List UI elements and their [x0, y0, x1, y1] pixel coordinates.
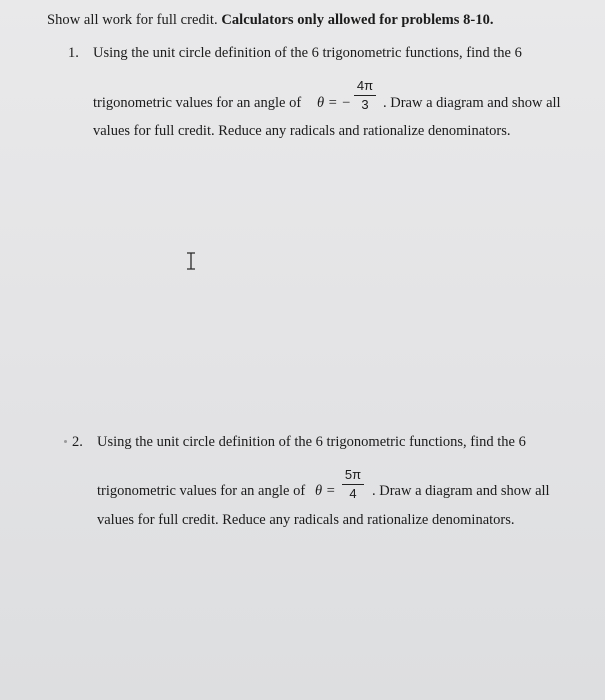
problem-text-after-angle: . Draw a diagram and show all	[372, 483, 550, 499]
instructions	[47, 12, 494, 29]
text-cursor-icon	[186, 252, 196, 270]
problem-number: 1.	[68, 45, 79, 61]
problem-text-line1: Using the unit circle definition of the 6 trigonometric functions, find the 6	[93, 45, 522, 61]
problem-text-line1: Using the unit circle definition of the 6 trigonometric functions, find the 6	[97, 434, 526, 450]
angle-expression: θ =	[315, 483, 336, 499]
problem-text-line2	[97, 483, 305, 500]
problem-text-line3: values for full credit. Reduce any radicals and rationalize denominators.	[97, 512, 515, 528]
angle-fraction	[342, 468, 364, 501]
instructions-plain: Show all work for full credit.	[47, 12, 222, 28]
fraction-bar	[342, 484, 364, 485]
problem-text-line2	[93, 95, 301, 112]
problem-text-after-angle: . Draw a diagram and show all	[383, 95, 561, 111]
problem-text-before-angle: trigonometric values for an angle of	[93, 95, 302, 111]
fraction-numerator: 5π	[344, 467, 362, 482]
instructions-bold: Calculators only allowed for problems 8-10.	[221, 12, 494, 28]
problem-text-line3: values for full credit. Reduce any radicals and rationalize denominators.	[93, 123, 511, 139]
problem-text-before-angle: trigonometric values for an angle of	[97, 483, 306, 499]
problem-number: 2.	[72, 434, 83, 450]
fraction-numerator: 4π	[356, 78, 374, 93]
angle-expression: θ = −	[317, 95, 351, 111]
angle-fraction	[354, 79, 376, 112]
fraction-denominator: 3	[361, 97, 369, 112]
fraction-bar	[354, 95, 376, 96]
bullet-dot	[64, 440, 67, 443]
fraction-denominator: 4	[349, 486, 357, 501]
